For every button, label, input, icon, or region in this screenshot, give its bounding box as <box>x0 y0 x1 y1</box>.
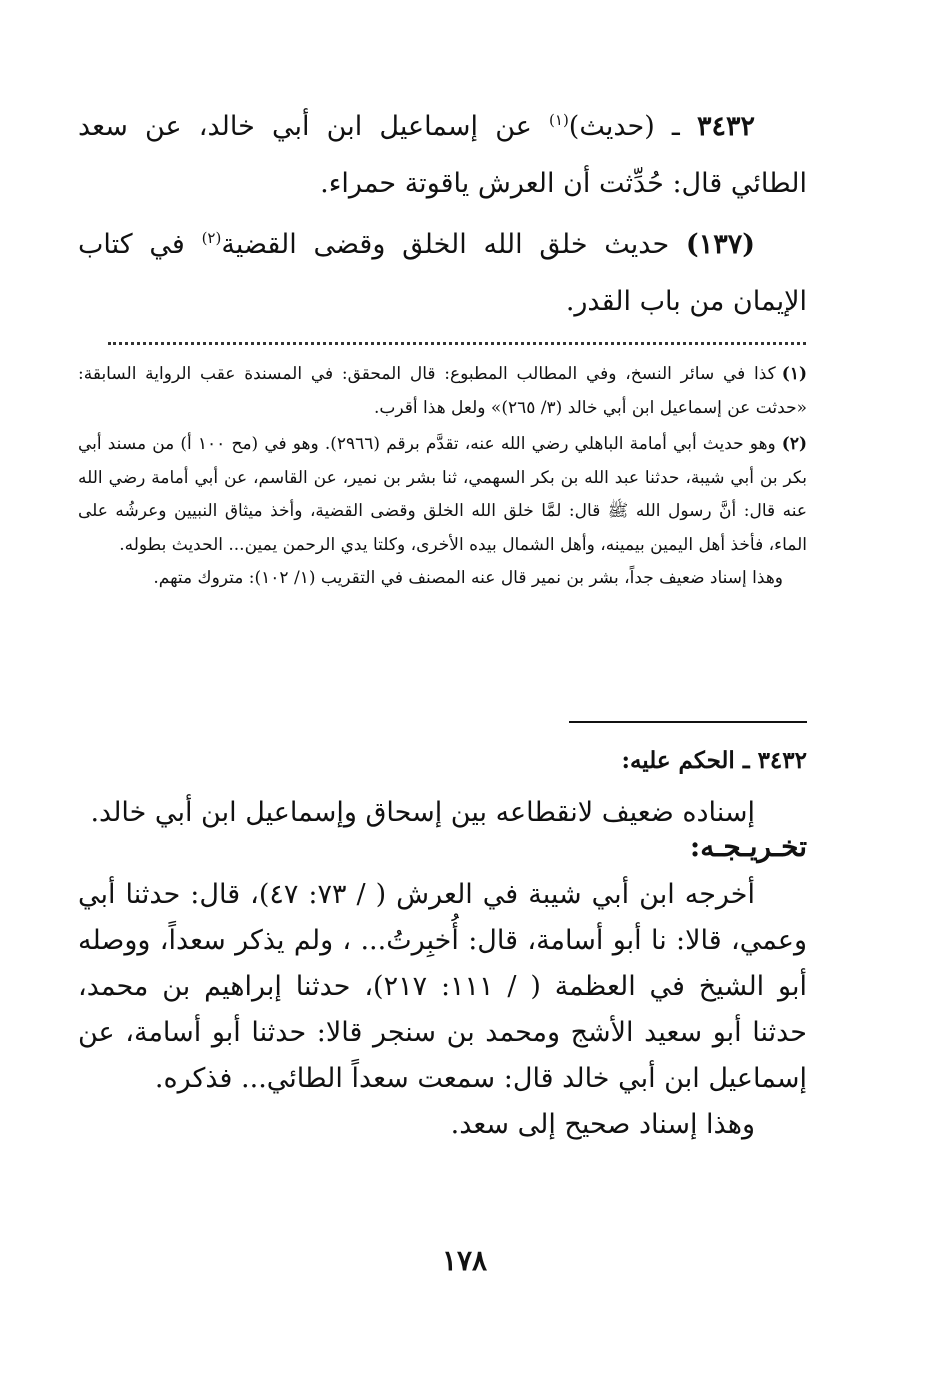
section-rule <box>569 721 807 723</box>
ruling-text: إسناده ضعيف لانقطاعه بين إسحاق وإسماعيل ابن أبي خالد. <box>90 797 755 828</box>
takhrij-section <box>78 822 807 1148</box>
takhrij-heading: تخـريـجـه: <box>689 830 807 863</box>
hadith-text-start: (حديث) <box>568 111 655 142</box>
footnote-2-mark: (٢) <box>781 434 807 454</box>
footnote-1 <box>78 358 807 425</box>
footnote-2-continuation: وهذا إسناد ضعيف جداً، بشر بن نمير قال عنه المصنف في التقريب (١/ ١٠٢): متروك متهم. <box>153 568 783 588</box>
hadith-paragraph <box>78 98 807 212</box>
footnotes <box>78 358 807 596</box>
ruling-heading: ٣٤٣٢ ـ الحكم عليه: <box>621 747 807 774</box>
hadith-text: عن إسماعيل ابن أبي خالد، عن سعد الطائي قال: حُدِّثت أن العرش ياقوتة حمراء. <box>78 111 807 199</box>
chapter-heading <box>78 216 807 330</box>
takhrij-conclusion: وهذا إسناد صحيح إلى سعد. <box>450 1109 755 1140</box>
footnote-ref-1[interactable]: (١) <box>549 111 569 129</box>
page-number: ١٧٨ <box>441 1244 488 1277</box>
chapter-number: (١٣٧) <box>685 229 755 260</box>
hadith-section <box>78 98 807 330</box>
footnote-2 <box>78 428 807 562</box>
hadith-number: ٣٤٣٢ <box>696 111 755 142</box>
footnote-ref-2[interactable]: (٢) <box>201 229 222 247</box>
dash: ـ <box>654 111 697 142</box>
takhrij-text: أخرجه ابن أبي شيبة في العرش ( / ٧٣: ٤٧)، قال: حدثنا أبي وعمي، قالا: نا أبو أسامة، قال: أُخبِرتُ... ، ولم يذكر سعداً، ووصله أبو الشيخ في العظمة ( / ١١١: ٢١٧)، حدثنا إبراهيم بن محمد، حدثنا أبو سعيد الأشج ومحمد بن سنجر قالا: حدثنا أبو أسامة، عن إسماعيل ابن أبي خالد قال: سمعت سعداً الطائي... فذكره. <box>78 879 807 1094</box>
footnote-1-mark: (١) <box>781 364 807 384</box>
footnote-2-text: وهو حديث أبي أمامة الباهلي رضي الله عنه، تقدَّم برقم (٢٩٦٦). وهو في (مح ١٠٠ أ) من مسند أبي بكر بن أبي شيبة، حدثنا عبد الله بن بكر السهمي، ثنا بشر بن نمير، عن القاسم، عن أبي أمامة رضي الله عنه قال: أنَّ رسول الله ﷺ قال: لمَّا خلق الله الخلق وقضى القضية، وأخذ ميثاق النبيين وعرشُه على الماء، فأخذ أهل اليمين بيمينه، وأهل الشمال بيده الأخرى، وكلتا يدي الرحمن يمين... الحديث بطوله. <box>78 434 807 555</box>
footnote-1-text: كذا في سائر النسخ، وفي المطالب المطبوع: قال المحقق: في المسندة عقب الرواية السابقة: «حدثت عن إسماعيل ابن أبي خالد (٣/ ٢٦٥)» ولعل هذا أقرب. <box>78 364 807 418</box>
footnote-separator <box>108 322 806 345</box>
chapter-title: حديث خلق الله الخلق وقضى القضية <box>221 229 686 260</box>
chapter-title-end: في كتاب الإيمان من باب القدر. <box>78 229 807 317</box>
